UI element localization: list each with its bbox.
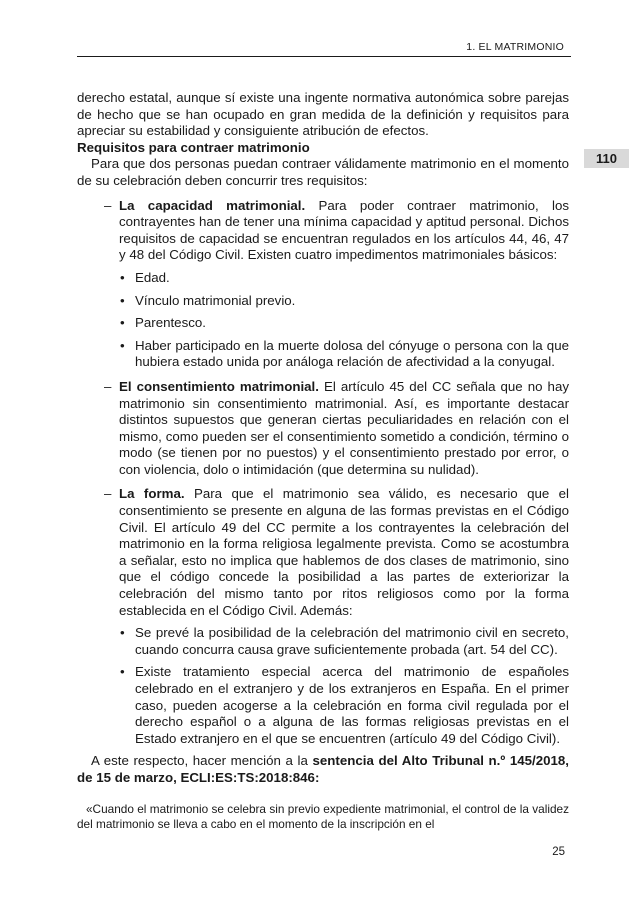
requirement-body: El artículo 45 del CC señala que no hay matrimonio sin consentimiento matrimonial. Así, es importante destacar distintos supuestos que generan ciertas peculiaridades en relación con el mismo, como pueden ser el consentimiento sometido a condición, término o modo (se tienen por no puestos) y el consentimiento prestado por error, o con violencia, dolo o intimidación (que determina su nulidad). (119, 378, 569, 477)
requirement-capacity (77, 198, 569, 371)
form-details-list (119, 625, 569, 747)
requirement-body: Para que el matrimonio sea válido, es necesario que el consentimiento se presente en alguna de las formas previstas en el Código Civil. El artículo 49 del CC permite a los contrayentes la celebración del matrimonio en la forma religiosa legalmente prevista. Como se acostumbra a señalar, esto no implica que hablemos de dos clases de matrimonio, sino que el código concede la posibilidad a las partes de exteriorizar la celebración del mismo tanto por ritos religiosos como por la forma establecida en el Código Civil. Además: (119, 486, 570, 618)
dash-marker: – (104, 486, 112, 502)
closing-paragraph (77, 753, 569, 786)
requirement-text (119, 198, 569, 264)
list-item-text: Se prevé la posibilidad de la celebración del matrimonio civil en secreto, cuando concurra causa grave suficientemente probada (art. 54 del CC). (135, 625, 569, 657)
list-item-text: Parentesco. (135, 315, 206, 331)
page-content (77, 90, 569, 832)
header-rule (77, 56, 571, 57)
court-ruling-reference: sentencia del Alto Tribunal n.º 145/2018, de 15 de marzo, ECLI:ES:TS:2018:846 (77, 753, 569, 785)
requirement-consent (77, 379, 569, 479)
impediments-list (119, 270, 569, 371)
list-item-text: Haber participado en la muerte dolosa del cónyuge o persona con la que hubiera estado unida por análoga relación de afectividad a la conyugal. (135, 337, 569, 370)
requirement-text (119, 379, 569, 479)
requirement-title: La forma. (119, 486, 185, 502)
list-item (119, 293, 569, 310)
bullet-icon: • (120, 625, 125, 641)
closing-prefix: A este respecto, hacer mención a la (91, 753, 313, 769)
bullet-icon: • (120, 315, 125, 331)
page-number: 25 (552, 846, 565, 858)
list-item (119, 625, 569, 658)
bullet-icon: • (120, 337, 125, 353)
list-item (119, 338, 569, 371)
bullet-icon: • (120, 664, 125, 680)
list-item-text: Edad. (135, 269, 170, 285)
list-item-text: Existe tratamiento especial acerca del matrimonio de españoles celebrado en el extranjero y de los extranjeros en España. En el primer caso, pueden acogerse a la celebración en forma civil regulada por el derecho español o a alguna de las formas religiosas previstas en el Estado extranjero en el que se encuentren (artículo 49 del Código Civil). (135, 664, 569, 746)
margin-number-badge: 110 (584, 149, 629, 168)
list-item-text: Vínculo matrimonial previo. (135, 292, 296, 308)
section-title: Requisitos para contraer matrimonio (77, 139, 310, 155)
list-item (119, 664, 569, 747)
list-item (119, 270, 569, 287)
quote-text: «Cuando el matrimonio se celebra sin previo expediente matrimonial, el control de la validez del matrimonio se lleva a cabo en el momento de la inscripción en el (77, 801, 569, 831)
requirement-title: La capacidad matrimonial. (119, 197, 306, 213)
requirement-body: Para poder contraer matrimonio, los contrayentes han de tener una mínima capacidad y aptitud personal. Dichos requisitos de capacidad se encuentran regulados en los artículos 44, 46, 47 y 48 del Código Civil. Existen cuatro impedimentos matrimoniales básicos: (119, 197, 569, 263)
list-item (119, 315, 569, 332)
dash-marker: – (104, 378, 112, 394)
intro-paragraph: derecho estatal, aunque sí existe una ingente normativa autonómica sobre parejas de hecho que se han ocupado en gran medida de la definición y requisitos para apreciar su estabilidad y consiguiente atribución de efectos. (77, 90, 569, 139)
requirement-title: El consentimiento matrimonial. (119, 378, 319, 394)
bullet-icon: • (120, 292, 125, 308)
closing-suffix: : (314, 769, 320, 785)
requirement-text (119, 486, 569, 619)
dash-marker: – (104, 197, 112, 213)
running-header: 1. EL MATRIMONIO (466, 41, 564, 53)
ruling-quote (77, 802, 569, 833)
requirement-form (77, 486, 569, 747)
section-intro: Para que dos personas puedan contraer válidamente matrimonio en el momento de su celebración deben concurrir tres requisitos: (77, 156, 569, 188)
bullet-icon: • (120, 269, 125, 285)
